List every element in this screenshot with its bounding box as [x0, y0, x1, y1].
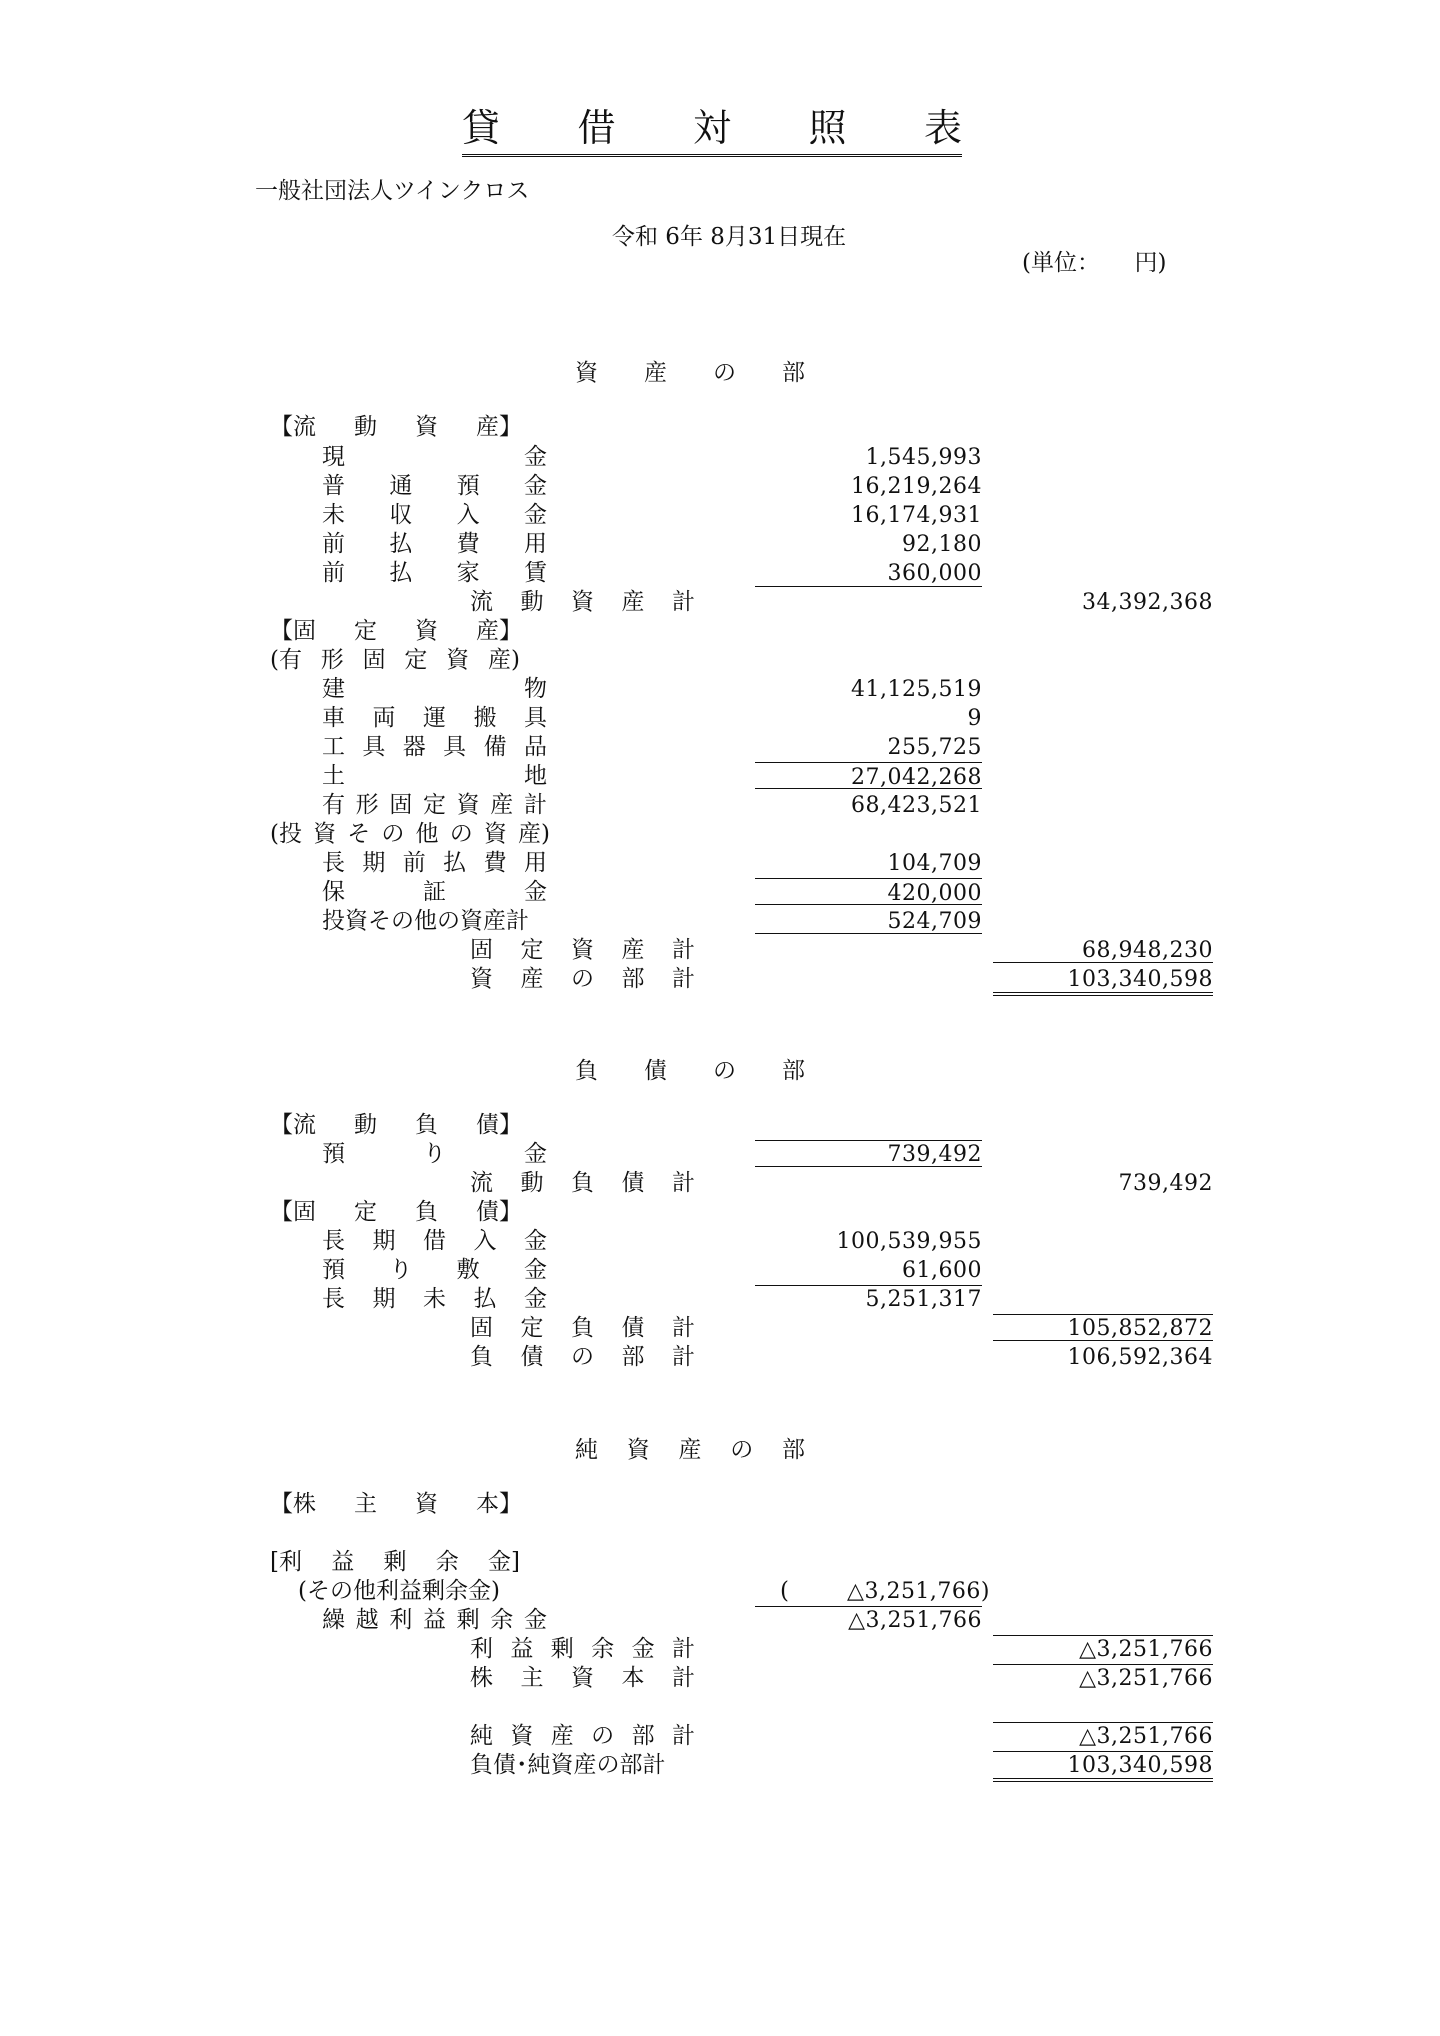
glyph: 本】 [476, 1491, 522, 1517]
glyph: 金 [523, 502, 547, 528]
item-label [322, 501, 547, 530]
subtotal-value: 68,948,230 [1082, 938, 1213, 963]
glyph: 費 [456, 531, 480, 557]
item-label [322, 1140, 547, 1169]
glyph: 産 [550, 1723, 574, 1749]
glyph: 債 [621, 1170, 645, 1196]
item-value: 420,000 [755, 878, 982, 905]
glyph: 利 [470, 1636, 493, 1662]
glyph: 【固 [270, 1199, 316, 1225]
glyph: 資 [571, 589, 594, 615]
glyph: の [571, 1344, 594, 1370]
glyph: 定 [404, 647, 428, 673]
glyph: 敷 [456, 1257, 480, 1283]
glyph: 定 [354, 1199, 377, 1225]
title-glyph: 対 [692, 106, 731, 150]
glyph: 部 [621, 1344, 645, 1370]
retained-heading [270, 1548, 520, 1577]
subtotal-value: 739,492 [1118, 1171, 1213, 1196]
unit-note: (単位： 円) [1022, 250, 1167, 276]
item-value: 92,180 [902, 532, 982, 557]
glyph: 固 [470, 937, 493, 963]
glyph: の [591, 1723, 615, 1749]
glyph: 搬 [473, 705, 497, 731]
underline [755, 1166, 982, 1167]
glyph: 普 [322, 473, 345, 499]
fixed-assets-heading [270, 617, 522, 646]
glyph: 形 [320, 647, 344, 673]
glyph: 計 [523, 792, 547, 818]
glyph: 純 [470, 1723, 493, 1749]
glyph: 固 [389, 792, 413, 818]
glyph: 長 [322, 1228, 345, 1254]
glyph: 固 [362, 647, 386, 673]
item-value: 61,600 [902, 1258, 982, 1283]
item-value: 27,042,268 [755, 762, 982, 789]
glyph: 金 [524, 1141, 547, 1167]
glyph: 定 [520, 1315, 544, 1341]
glyph: 債 [644, 1058, 667, 1084]
subtotal-value: 68,423,521 [851, 793, 982, 818]
total-value: 103,340,598 [1067, 967, 1213, 992]
item-label [322, 704, 547, 733]
glyph: 金 [631, 1636, 655, 1662]
glyph: 主 [354, 1491, 377, 1517]
glyph: 負 [571, 1315, 594, 1341]
total-label [470, 1343, 695, 1372]
glyph: 資 [626, 1437, 650, 1463]
glyph: 運 [423, 705, 446, 731]
glyph: 定 [354, 618, 377, 644]
glyph: 動 [354, 414, 377, 440]
underline [993, 962, 1213, 963]
underline [993, 1340, 1213, 1341]
glyph: の [713, 360, 736, 386]
glyph: 払 [473, 1286, 497, 1312]
glyph: 動 [520, 589, 544, 615]
glyph: 計 [672, 1170, 695, 1196]
item-label [322, 762, 547, 791]
item-value: 739,492 [887, 1142, 982, 1167]
item-value: 360,000 [755, 559, 982, 587]
glyph: 通 [389, 473, 413, 499]
glyph: 期 [362, 850, 386, 876]
glyph: [利 [270, 1549, 302, 1575]
item-label [322, 443, 547, 472]
glyph: 長 [322, 1286, 345, 1312]
glyph: り [423, 1141, 446, 1167]
current-assets-heading [270, 413, 522, 442]
glyph: 器 [402, 734, 426, 760]
grand-total-label: 負債･純資産の部計 [470, 1752, 666, 1778]
other-retained-value: △3,251,766) [847, 1579, 990, 1604]
glyph: 産 [678, 1437, 702, 1463]
glyph: 物 [524, 676, 547, 702]
glyph: 剰 [550, 1636, 574, 1662]
glyph: 資 [575, 360, 598, 386]
subtotal-label: 投資その他の資産計 [322, 908, 529, 934]
glyph: 計 [671, 1723, 695, 1749]
glyph: 資 [446, 647, 470, 673]
glyph: 主 [520, 1665, 544, 1691]
glyph: 金 [524, 444, 547, 470]
title-glyph: 借 [577, 106, 616, 150]
glyph: 負 [575, 1058, 598, 1084]
glyph: 金 [524, 879, 547, 905]
tangible-heading [270, 646, 520, 675]
glyph: 期 [372, 1228, 396, 1254]
glyph: 有 [322, 792, 345, 818]
glyph: 負 [415, 1199, 438, 1225]
item-label [322, 530, 547, 559]
glyph: 未 [322, 502, 345, 528]
glyph: 利 [389, 1607, 413, 1633]
glyph: 資 [415, 414, 438, 440]
glyph: 計 [672, 1315, 695, 1341]
item-value: 1,545,993 [865, 445, 982, 470]
item-value: 16,219,264 [851, 474, 982, 499]
item-value: 255,725 [887, 735, 982, 760]
equity-heading [270, 1490, 522, 1519]
glyph: 【株 [270, 1491, 316, 1517]
glyph: 【固 [270, 618, 316, 644]
fixed-liabilities-heading [270, 1198, 522, 1227]
glyph: 預 [322, 1141, 345, 1167]
glyph: 産】 [476, 618, 522, 644]
glyph: 債 [621, 1315, 645, 1341]
item-label [322, 1227, 547, 1256]
glyph: 長 [322, 850, 345, 876]
title-glyph: 照 [808, 106, 847, 150]
glyph: 益 [510, 1636, 534, 1662]
glyph: 資 [571, 1665, 594, 1691]
item-value: 100,539,955 [836, 1229, 982, 1254]
glyph: 負 [571, 1170, 594, 1196]
item-label [322, 675, 547, 704]
glyph: 計 [672, 937, 695, 963]
subtotal-label [470, 936, 695, 965]
item-label [322, 733, 547, 762]
item-label [322, 559, 547, 588]
total-label [470, 1722, 695, 1751]
glyph: 余 [490, 1607, 514, 1633]
glyph: 払 [443, 850, 467, 876]
subtotal-label [470, 1635, 695, 1664]
glyph: 金 [524, 1286, 547, 1312]
subtotal-value: 524,709 [887, 909, 982, 934]
subtotal-label [470, 1664, 695, 1693]
glyph: 預 [322, 1257, 345, 1283]
glyph: 資 [415, 1491, 438, 1517]
glyph: 債 [520, 1344, 544, 1370]
glyph: の [571, 966, 594, 992]
glyph: 債】 [476, 1112, 522, 1138]
glyph: 借 [423, 1228, 446, 1254]
glyph: 部 [782, 360, 805, 386]
item-label [322, 849, 547, 878]
glyph: 益 [422, 1607, 446, 1633]
glyph: 未 [423, 1286, 446, 1312]
item-value: △3,251,766 [848, 1608, 982, 1633]
glyph: 現 [322, 444, 345, 470]
glyph: 負 [415, 1112, 438, 1138]
other-retained-label: (その他利益剰余金) [298, 1578, 500, 1604]
item-label [322, 1285, 547, 1314]
glyph: 繰 [322, 1607, 345, 1633]
glyph: 前 [322, 531, 345, 557]
total-value: △3,251,766 [1079, 1724, 1213, 1749]
total-value: 106,592,364 [1067, 1345, 1213, 1370]
glyph: 定 [520, 937, 544, 963]
glyph: 金 [524, 1228, 547, 1254]
glyph: 資 [415, 618, 438, 644]
underline [755, 904, 982, 905]
glyph: 剰 [456, 1607, 480, 1633]
glyph: 本 [621, 1665, 645, 1691]
glyph: 計 [672, 966, 695, 992]
glyph: 部 [782, 1437, 805, 1463]
document-title [462, 108, 962, 157]
investment-heading [270, 820, 550, 849]
glyph: 部 [782, 1058, 805, 1084]
grand-total-value: 103,340,598 [1067, 1753, 1213, 1778]
glyph: 金 [523, 473, 547, 499]
glyph: 払 [389, 531, 413, 557]
glyph: 形 [355, 792, 379, 818]
glyph: 金 [523, 1257, 547, 1283]
glyph: 産 [490, 792, 514, 818]
subtotal-value: △3,251,766 [1079, 1637, 1213, 1662]
subtotal-label [470, 1169, 695, 1198]
glyph: 益 [331, 1549, 355, 1575]
glyph: 部 [631, 1723, 655, 1749]
glyph: 余 [591, 1636, 615, 1662]
item-value: 16,174,931 [851, 503, 982, 528]
glyph: 動 [520, 1170, 544, 1196]
glyph: 剰 [383, 1549, 407, 1575]
glyph: 【流 [270, 414, 316, 440]
report-date: 令和 6年 8月31日現在 [612, 224, 847, 250]
glyph: 資 [456, 792, 480, 818]
glyph: 金 [523, 1607, 547, 1633]
glyph: 債】 [476, 1199, 522, 1225]
glyph: 前 [402, 850, 426, 876]
item-value: 41,125,519 [851, 677, 982, 702]
glyph: 入 [456, 502, 480, 528]
glyph: 株 [470, 1665, 493, 1691]
item-label [322, 1256, 547, 1285]
underline [755, 933, 982, 934]
item-value: 104,709 [887, 851, 982, 876]
glyph: 具 [524, 705, 547, 731]
double-underline [993, 1778, 1213, 1782]
glyph: 前 [322, 560, 345, 586]
glyph: 計 [672, 1344, 695, 1370]
glyph: 定 [422, 792, 446, 818]
open-paren: ( [780, 1578, 789, 1604]
glyph: 計 [672, 589, 695, 615]
subtotal-value: 34,392,368 [1082, 590, 1213, 615]
company-name: 一般社団法人ツインクロス [255, 178, 530, 204]
title-glyph: 表 [923, 106, 962, 150]
glyph: (有 [270, 647, 302, 673]
total-label [470, 965, 695, 994]
glyph: 産】 [476, 414, 522, 440]
glyph: 流 [470, 589, 493, 615]
glyph: 産 [644, 360, 667, 386]
glyph: 計 [671, 1636, 695, 1662]
glyph: 流 [470, 1170, 493, 1196]
glyph: 土 [322, 763, 345, 789]
glyph: 資 [510, 1723, 534, 1749]
glyph: 産) [517, 821, 550, 847]
glyph: 産 [520, 966, 544, 992]
title-glyph: 貸 [462, 106, 501, 150]
glyph: 用 [523, 531, 547, 557]
glyph: 両 [372, 705, 396, 731]
glyph: そ [347, 821, 371, 847]
glyph: 工 [322, 734, 345, 760]
glyph: 用 [523, 850, 547, 876]
item-value: 9 [967, 706, 982, 731]
glyph: 資 [470, 966, 493, 992]
glyph: 越 [355, 1607, 379, 1633]
glyph: 地 [524, 763, 547, 789]
subtotal-value: △3,251,766 [1079, 1666, 1213, 1691]
underline [755, 788, 982, 789]
section-heading-assets [575, 354, 805, 387]
subtotal-label [470, 588, 695, 617]
glyph: り [389, 1257, 413, 1283]
glyph: 動 [354, 1112, 377, 1138]
glyph: 期 [372, 1286, 396, 1312]
glyph: 車 [322, 705, 345, 731]
glyph: 証 [423, 879, 446, 905]
glyph: 計 [672, 1665, 695, 1691]
subtotal-label [470, 1314, 695, 1343]
item-label [322, 472, 547, 501]
glyph: 保 [322, 879, 345, 905]
glyph: の [381, 821, 405, 847]
glyph: の [449, 821, 473, 847]
glyph: 建 [322, 676, 345, 702]
glyph: 家 [456, 560, 480, 586]
glyph: 【流 [270, 1112, 316, 1138]
item-value: 5,251,317 [865, 1287, 982, 1312]
glyph: 品 [523, 734, 547, 760]
glyph: の [713, 1058, 736, 1084]
subtotal-label [322, 791, 547, 820]
double-underline [993, 992, 1213, 996]
current-liabilities-heading [270, 1111, 522, 1140]
glyph: 資 [313, 821, 337, 847]
glyph: の [730, 1437, 754, 1463]
glyph: 具 [443, 734, 467, 760]
glyph: 払 [389, 560, 413, 586]
glyph: 部 [621, 966, 645, 992]
glyph: 収 [389, 502, 413, 528]
glyph: (投 [270, 821, 302, 847]
glyph: 固 [470, 1315, 493, 1341]
glyph: 費 [483, 850, 507, 876]
item-label [322, 1606, 547, 1635]
glyph: 負 [470, 1344, 493, 1370]
glyph: 資 [571, 937, 594, 963]
glyph: 余 [435, 1549, 459, 1575]
section-heading-net-assets [575, 1431, 805, 1464]
glyph: 産) [487, 647, 520, 673]
glyph: 具 [362, 734, 386, 760]
glyph: 備 [483, 734, 507, 760]
glyph: 預 [456, 473, 480, 499]
glyph: 資 [483, 821, 507, 847]
item-label [322, 878, 547, 907]
glyph: 産 [621, 937, 645, 963]
glyph: 賃 [523, 560, 547, 586]
glyph: 金] [487, 1549, 520, 1575]
glyph: 純 [575, 1437, 598, 1463]
section-heading-liabilities [575, 1052, 805, 1085]
glyph: 産 [621, 589, 645, 615]
glyph: 他 [415, 821, 439, 847]
glyph: 入 [473, 1228, 497, 1254]
subtotal-value: 105,852,872 [1067, 1316, 1213, 1341]
